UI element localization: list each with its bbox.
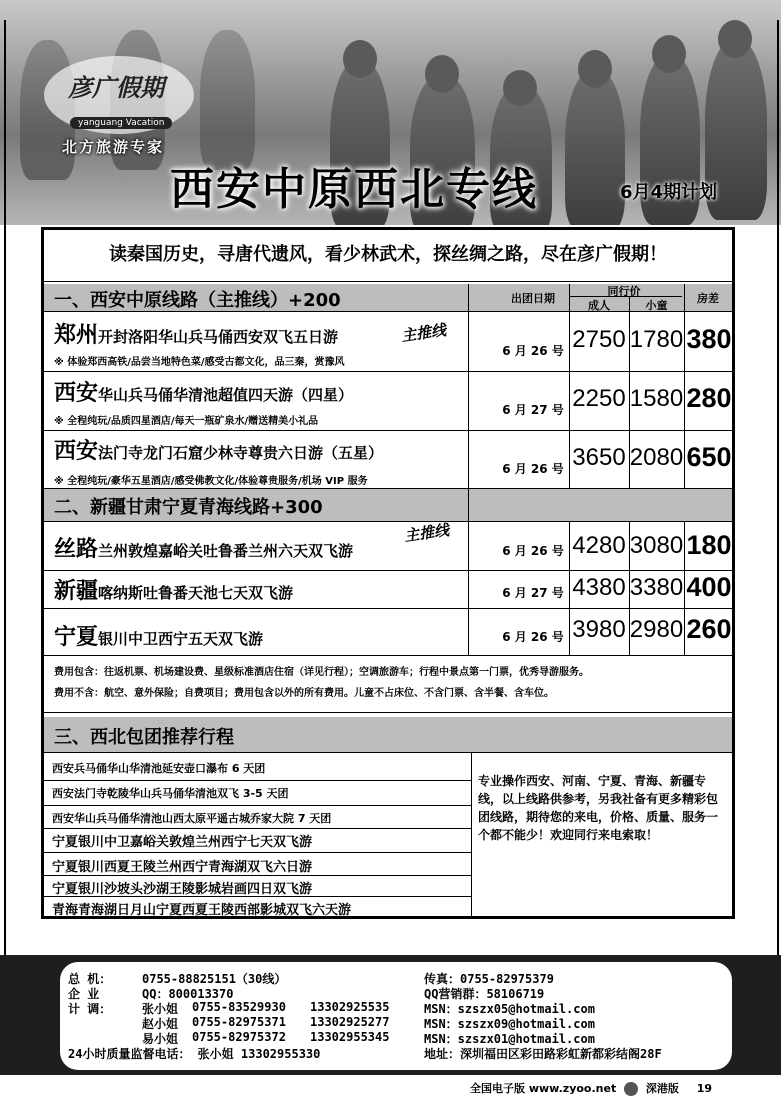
col-child: 小童 <box>645 299 668 312</box>
departure-date: 6 月 27 号 <box>502 586 564 600</box>
msn-contact: MSN：szszx01@hotmail.com <box>424 1032 595 1046</box>
route-note: ※ 体验郑西高铁/品尝当地特色菜/感受古都文化，品三秦，赏豫风 <box>54 357 345 368</box>
price-child: 3380 <box>629 574 684 601</box>
section3-title: 三、西北包团推荐行程 <box>54 727 234 748</box>
brand-slogan: 北方旅游专家 <box>62 138 165 156</box>
route-name: 法门寺龙门石窟少林寺尊贵六日游（五星） <box>98 444 384 462</box>
contact-mobile: 13302925277 <box>310 1015 390 1029</box>
footer-edition: 深港版 <box>645 1082 679 1095</box>
fees-excluded: 费用不含：航空、意外保险；自费项目；费用包含以外的所有费用。儿童不占床位、不含门票、含半餐、含车位。 <box>54 688 554 699</box>
tour-item: 宁夏银川西夏王陵兰州西宁青海湖双飞六日游 <box>52 860 313 875</box>
departure-date: 6 月 26 号 <box>502 462 564 476</box>
contact-name: 张小姐 <box>142 1002 179 1016</box>
price-room: 280 <box>686 383 732 413</box>
col-adult: 成人 <box>588 299 610 312</box>
price-adult: 2750 <box>572 326 626 353</box>
departure-date: 6 月 26 号 <box>502 344 564 358</box>
route-city: 西安 <box>54 380 99 406</box>
route-table <box>41 227 735 919</box>
contact-name: 易小姐 <box>142 1032 179 1046</box>
price-adult: 4380 <box>572 574 626 601</box>
fax: 传真：0755-82975379 <box>424 972 554 986</box>
route-name: 兰州敦煌嘉峪关吐鲁番兰州六天双飞游 <box>98 542 354 560</box>
route-city: 郑州 <box>54 322 99 348</box>
route-note: ※ 全程纯玩/豪华五星酒店/感受佛教文化/体验尊贵服务/机场 VIP 服务 <box>54 476 368 487</box>
route-name: 喀纳斯吐鲁番天池七天双飞游 <box>98 584 294 602</box>
departure-date: 6 月 26 号 <box>502 630 564 644</box>
route-city: 丝路 <box>54 536 99 562</box>
contact-phone: 0755-83529930 <box>192 1000 286 1014</box>
price-child: 1580 <box>629 385 684 412</box>
route-name: 开封洛阳华山兵马俑西安双飞五日游 <box>98 328 339 346</box>
price-child: 2080 <box>629 444 684 471</box>
price-room: 400 <box>686 572 732 602</box>
company-qq: QQ：800013370 <box>142 987 234 1001</box>
departure-date: 6 月 27 号 <box>502 403 564 417</box>
quality-hotline: 24小时质量监督电话： 张小姐 13302955330 <box>68 1047 321 1061</box>
dispatch-label: 计 调： <box>68 1002 112 1016</box>
price-room: 650 <box>686 442 732 472</box>
fees-included: 费用包含：往返机票、机场建设费、星级标准酒店住宿（详见行程）；空调旅游车；行程中景点第一门票，优秀导游服务。 <box>54 667 589 678</box>
price-room: 260 <box>686 614 732 644</box>
footer <box>470 1080 712 1096</box>
price-room: 180 <box>686 530 732 560</box>
qq-group: QQ营销群：58106719 <box>424 987 545 1001</box>
price-adult: 4280 <box>572 532 626 559</box>
route-city: 宁夏 <box>54 624 99 650</box>
tour-item: 西安法门寺乾陵华山兵马俑华清池双飞 3-5 天团 <box>52 787 289 800</box>
price-adult: 2250 <box>572 385 626 412</box>
contact-name: 赵小姐 <box>142 1017 179 1031</box>
route-city: 新疆 <box>54 578 99 604</box>
package-tour-description: 专业操作西安、河南、宁夏、青海、新疆专线，以上线路供参考，另我社备有更多精彩包团线路，期待您的来电，价格、质量、服务一个都不能少！欢迎同行来电索取！ <box>478 774 719 842</box>
price-adult: 3650 <box>572 444 626 471</box>
tour-item: 宁夏银川沙坡头沙湖王陵影城岩画四日双飞游 <box>52 882 313 897</box>
tour-item: 青海青海湖日月山宁夏西夏王陵西部影城双飞六天游 <box>52 903 352 918</box>
section1-title: 一、西安中原线路（主推线）+200 <box>54 290 341 311</box>
featured-badge: 主推线 <box>400 320 448 346</box>
price-adult: 3980 <box>572 616 626 643</box>
departure-date: 6 月 26 号 <box>502 544 564 558</box>
col-date: 出团日期 <box>511 292 555 305</box>
route-note: ※ 全程纯玩/品质四星酒店/每天一瓶矿泉水/赠送精美小礼品 <box>54 416 319 427</box>
route-name: 华山兵马俑华清池超值四天游（四星） <box>98 386 354 404</box>
col-price-group: 同行价 <box>607 285 641 298</box>
section2-title: 二、新疆甘肃宁夏青海线路+300 <box>54 497 323 518</box>
page-number: 19 <box>696 1082 713 1095</box>
issue-label: 6月4期计划 <box>620 182 718 203</box>
contact-phone: 0755-82975371 <box>192 1015 286 1029</box>
footer-site: 全国电子版 www.zyoo.net <box>470 1082 617 1095</box>
msn-contact: MSN：szszx05@hotmail.com <box>424 1002 595 1016</box>
featured-badge: 主推线 <box>403 520 451 546</box>
tagline: 读秦国历史，寻唐代遗风，看少林武术，探丝绸之路，尽在彦广假期！ <box>109 244 667 265</box>
contact-mobile: 13302955345 <box>310 1030 390 1044</box>
price-child: 1780 <box>629 326 684 353</box>
price-room: 380 <box>686 324 732 354</box>
route-name: 银川中卫西宁五天双飞游 <box>98 630 264 648</box>
price-child: 2980 <box>629 616 684 643</box>
brand-logo-subtitle: yanguang Vacation <box>70 117 172 129</box>
route-city: 西安 <box>54 438 99 464</box>
contact-box <box>60 962 732 1070</box>
msn-contact: MSN：szszx09@hotmail.com <box>424 1017 595 1031</box>
contact-phone: 0755-82975372 <box>192 1030 286 1044</box>
page-title: 西安中原西北专线 <box>170 164 538 215</box>
col-room: 房差 <box>697 292 719 305</box>
company-qq-label: 企 业 <box>68 987 100 1001</box>
tour-item: 西安华山兵马俑华清池山西太原平遥古城乔家大院 7 天团 <box>52 812 332 825</box>
price-child: 3080 <box>629 532 684 559</box>
tour-item: 宁夏银川中卫嘉峪关敦煌兰州西宁七天双飞游 <box>52 835 313 850</box>
footer-logo-icon <box>624 1082 638 1096</box>
main-phone-label: 总 机： <box>68 972 112 986</box>
tour-item: 西安兵马俑华山华清池延安壶口瀑布 6 天团 <box>52 762 266 775</box>
main-phone: 0755-88825151（30线） <box>142 972 287 986</box>
brand-logo: 彦广假期 <box>68 73 164 102</box>
contact-mobile: 13302925535 <box>310 1000 390 1014</box>
address: 地址：深圳福田区彩田路彩虹新都彩结阁28F <box>424 1047 662 1061</box>
